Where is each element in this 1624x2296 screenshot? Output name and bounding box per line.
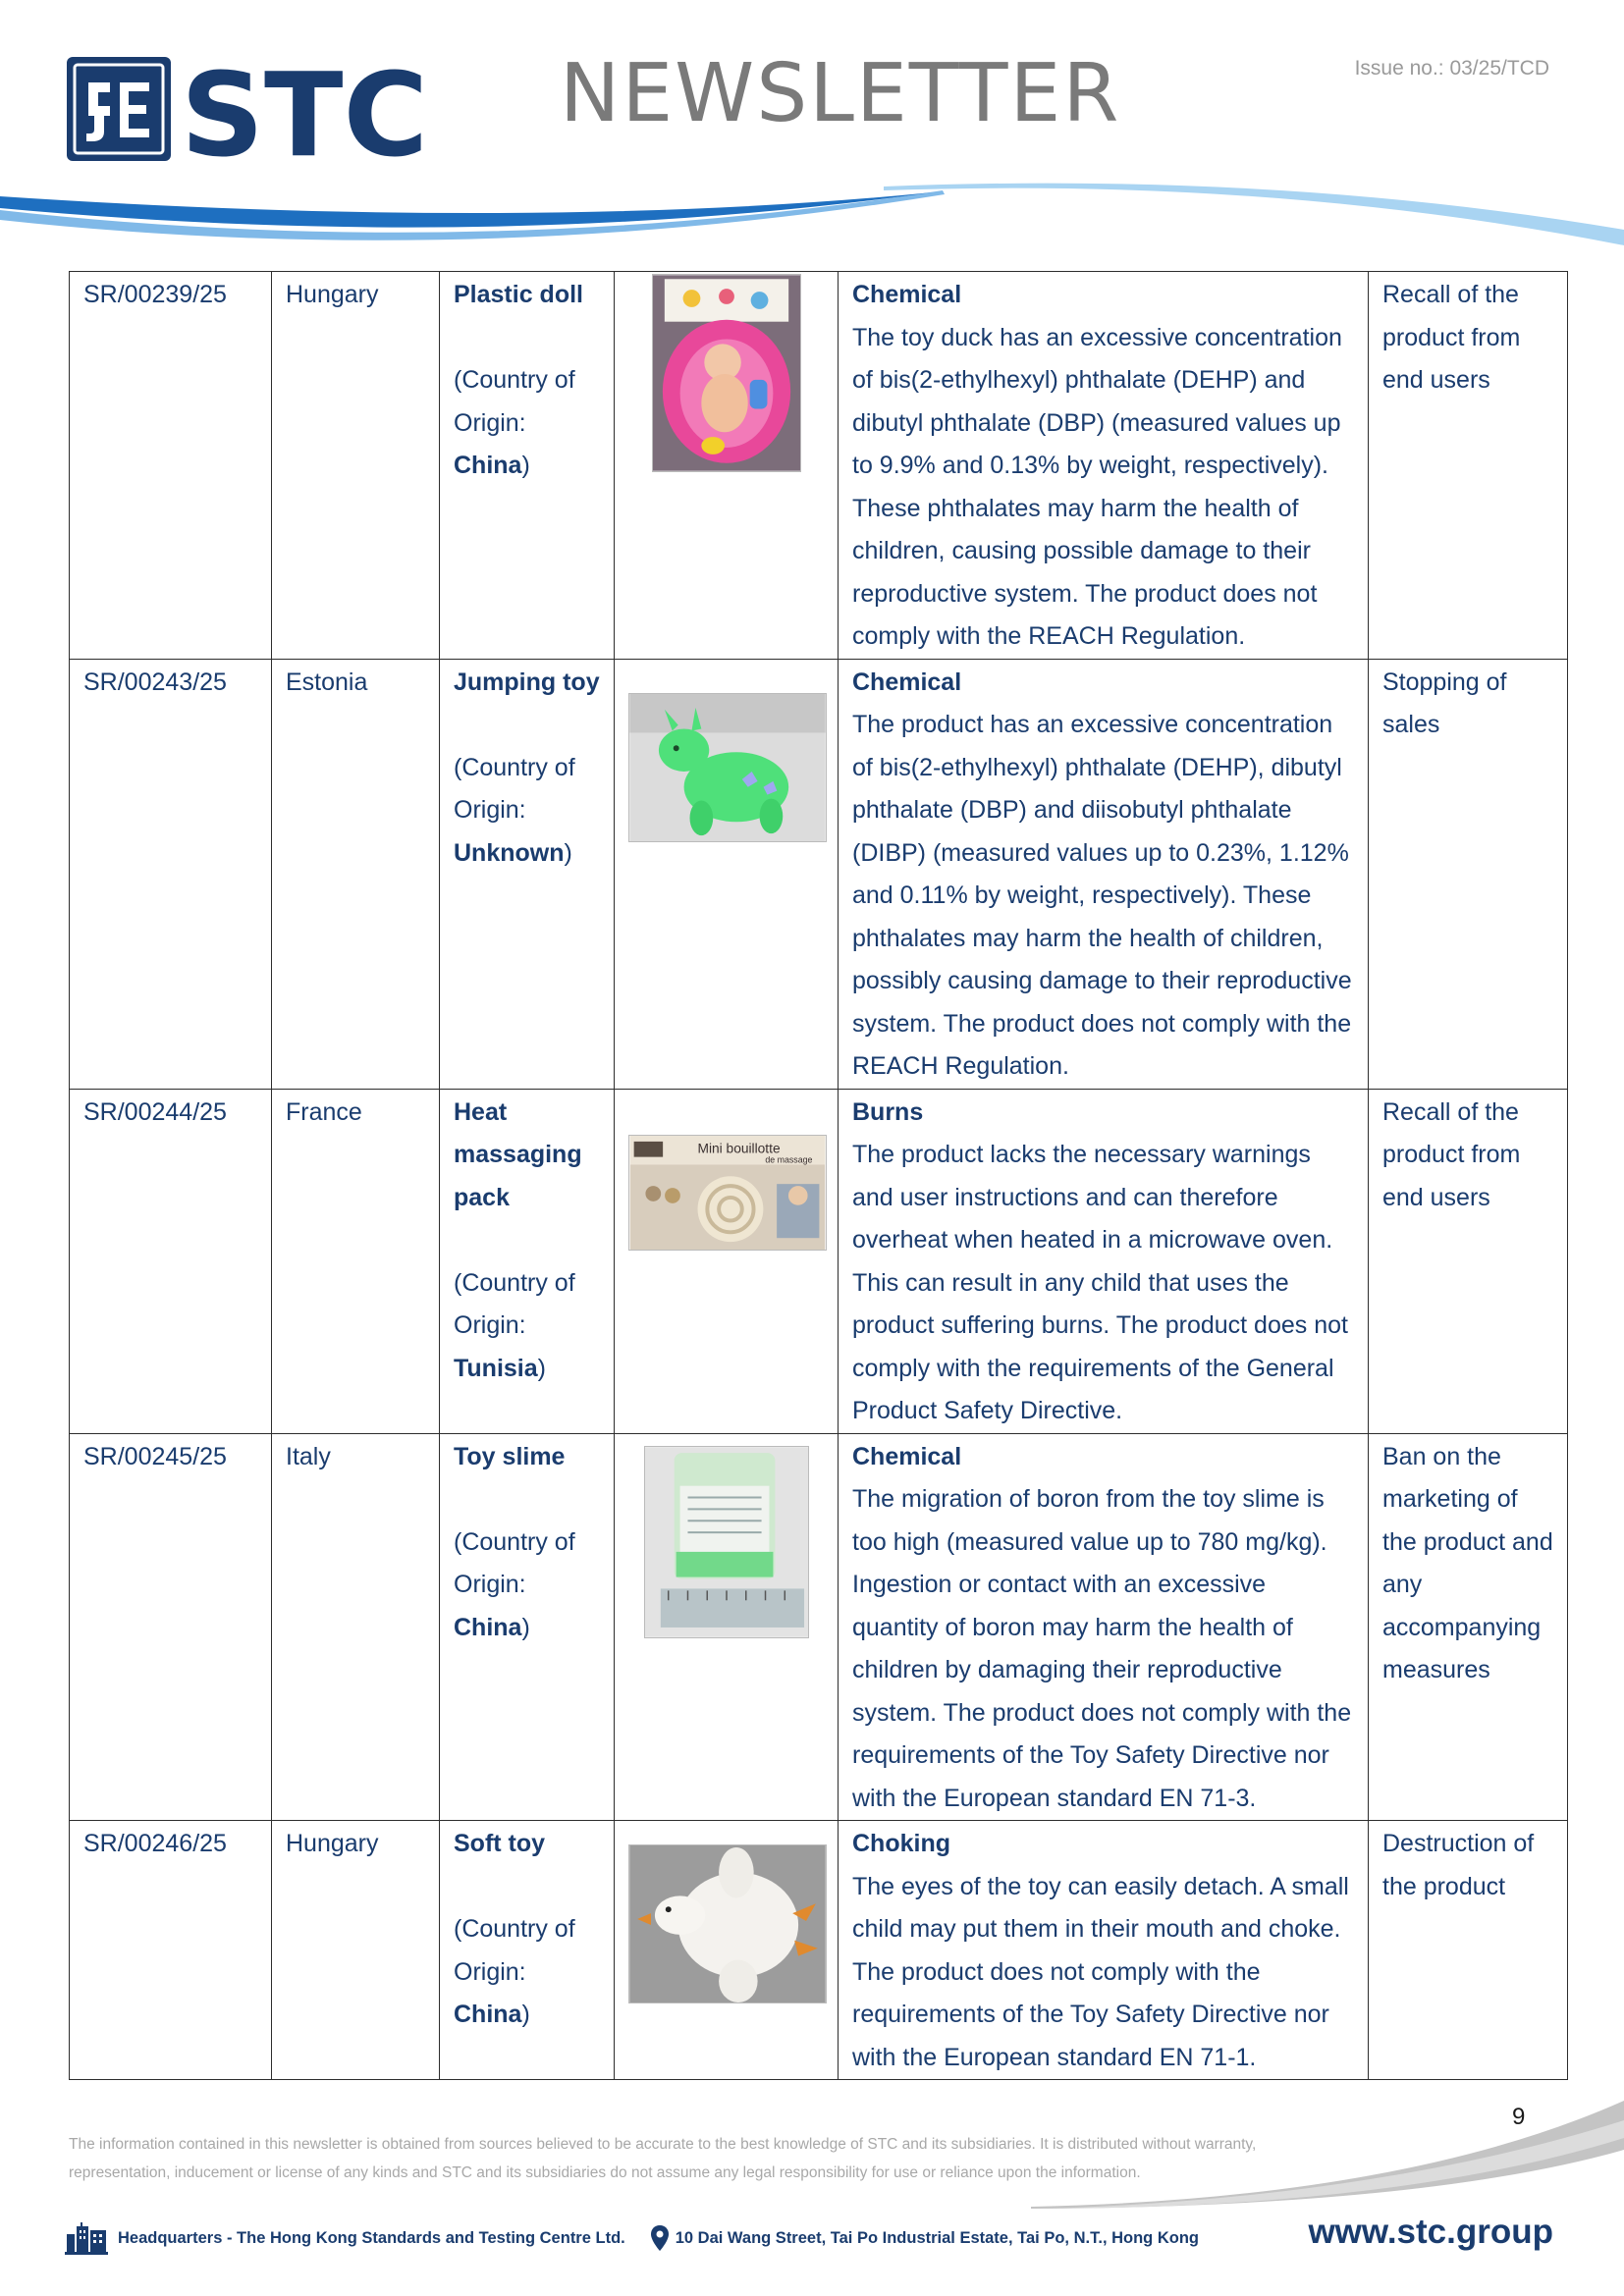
origin-label: Origin: [454,1957,526,1986]
table-row [70,1089,1568,1433]
product-name: Soft toy [454,1830,546,1857]
product-name: Jumping toy [454,667,600,696]
risk-description: The eyes of the toy can easily detach. A small child may put them in their mouth and choke. The product does not comply with the requirements of the Toy Safety Directive nor with the European standard EN 71-1. [852,1872,1349,2071]
origin-suffix: ) [564,838,572,867]
reference-cell: SR/00243/25 [70,659,272,1089]
origin-suffix: ) [521,1613,530,1641]
product-name: Heat massaging pack [454,1097,582,1211]
product-name: Plastic doll [454,281,583,308]
image-box-label: Mini bouillotte [697,1141,781,1156]
origin-suffix: ) [537,1354,546,1382]
measure-cell: Recall of the product from end users [1369,1089,1568,1433]
origin-country: Tunisia [454,1354,538,1382]
reference-cell: SR/00244/25 [70,1089,272,1433]
page-number: 9 [1512,2104,1526,2130]
country-cell: Hungary [272,272,440,660]
product-cell [440,272,615,660]
reference-cell: SR/00245/25 [70,1433,272,1821]
origin-country: China [454,2001,522,2028]
origin-suffix: ) [521,452,530,479]
origin-country: China [454,1613,522,1641]
image-box-sublabel: de massage [765,1154,813,1165]
header-swoosh [0,177,1624,255]
risk-cell [839,1089,1369,1433]
product-name: Toy slime [454,1442,566,1470]
logo-wordmark: STC [181,57,429,165]
origin-prefix: (Country of [454,366,575,394]
location-pin-icon [651,2225,669,2251]
origin-label: Origin: [454,1311,526,1339]
risk-type: Choking [852,1830,950,1857]
risk-type: Burns [852,1097,924,1126]
recall-table [69,271,1568,2080]
headquarters-text: Headquarters - The Hong Kong Standards and Testing Centre Ltd. [118,2228,625,2247]
origin-label: Origin: [454,1571,526,1598]
risk-description: The toy duck has an excessive concentration of bis(2-ethylhexyl) phthalate (DEHP) and dibutyl phthalate (DBP) (measured values up to 9.9% and 0.13% by weight, respectively). These phthalates may harm the health of children, causing possible damage to their reproductive system. The product does not comply with the REACH Regulation. [852,323,1342,650]
measure-cell: Recall of the product from end users [1369,272,1568,660]
measure-cell: Ban on the marketing of the product and any accompanying measures [1369,1433,1568,1821]
risk-cell [839,1821,1369,2080]
risk-description: The product lacks the necessary warnings and user instructions and can therefore overheat when heated in a microwave oven. This can result in any child that uses the product suffering burns. The product does not comply with the requirements of the General Product Safety Directive. [852,1141,1348,1424]
measure-cell: Destruction of the product [1369,1821,1568,2080]
origin-country: China [454,452,522,479]
product-cell [440,659,615,1089]
disclaimer-text: The information contained in this newsletter is obtained from sources believed to be accurate to the best knowledge of STC and its subsidiaries. It is distributed without warranty, representation, inducement or license of any kinds and STC and its subsidiaries do not assume any legal responsibility for use or reliance upon the information. [69,2136,1257,2181]
origin-prefix: (Country of [454,1268,575,1297]
risk-type: Chemical [852,1442,962,1470]
reference-cell: SR/00239/25 [70,272,272,660]
table-row [70,1433,1568,1821]
country-cell: Hungary [272,1821,440,2080]
address-text: 10 Dai Wang Street, Tai Po Industrial Estate, Tai Po, N.T., Hong Kong [675,2228,1199,2247]
product-cell [440,1433,615,1821]
risk-cell [839,272,1369,660]
product-cell [440,1089,615,1433]
origin-prefix: (Country of [454,1527,575,1556]
measure-cell: Stopping of sales [1369,659,1568,1089]
table-row [70,1821,1568,2080]
image-cell [615,1433,839,1821]
green-jumping-horse-photo [628,693,827,842]
risk-description: The migration of boron from the toy slime is too high (measured value up to 780 mg/kg). Ingestion or contact with an excessive quantity of boron may harm the health of children by damaging their reproductive system. The product does not comply with the requirements of the Toy Safety Directive nor with the European standard EN 71-3. [852,1485,1352,1812]
origin-prefix: (Country of [454,753,575,781]
table-row [70,659,1568,1089]
stc-logo [67,57,460,165]
slime-tub-with-ruler-photo [644,1446,809,1638]
doll-in-bathtub-photo [652,274,801,472]
reference-cell: SR/00246/25 [70,1821,272,2080]
image-cell [615,659,839,1089]
risk-type: Chemical [852,667,962,696]
footer-contact-row [63,2220,1199,2256]
risk-cell [839,1433,1369,1821]
origin-country: Unknown [454,838,565,867]
white-goose-plush-photo [628,1844,827,2003]
table-row [70,272,1568,660]
risk-cell [839,659,1369,1089]
country-cell: France [272,1089,440,1433]
origin-suffix: ) [521,2001,530,2028]
website-link[interactable]: www.stc.group [1308,2213,1553,2251]
newsletter-title: NEWSLETTER [560,47,1121,140]
risk-type: Chemical [852,281,962,308]
origin-label: Origin: [454,408,526,437]
image-cell [615,1821,839,2080]
country-cell: Estonia [272,659,440,1089]
mini-bouillotte-box-photo [628,1135,827,1251]
image-cell [615,272,839,660]
risk-description: The product has an excessive concentration of bis(2-ethylhexyl) phthalate (DEHP), dibutyl phthalate (DBP) and diisobutyl phthalate (DIBP) (measured values up to 0.23%, 1.12% and 0.11% by weight, respectively). These phthalates may harm the health of children, possibly causing damage to their reproductive system. The product does not comply with the REACH Regulation. [852,711,1352,1080]
building-icon [63,2220,110,2256]
origin-prefix: (Country of [454,1915,575,1943]
country-cell: Italy [272,1433,440,1821]
product-cell [440,1821,615,2080]
origin-label: Origin: [454,796,526,824]
issue-number: Issue no.: 03/25/TCD [1354,57,1549,80]
image-cell [615,1089,839,1433]
